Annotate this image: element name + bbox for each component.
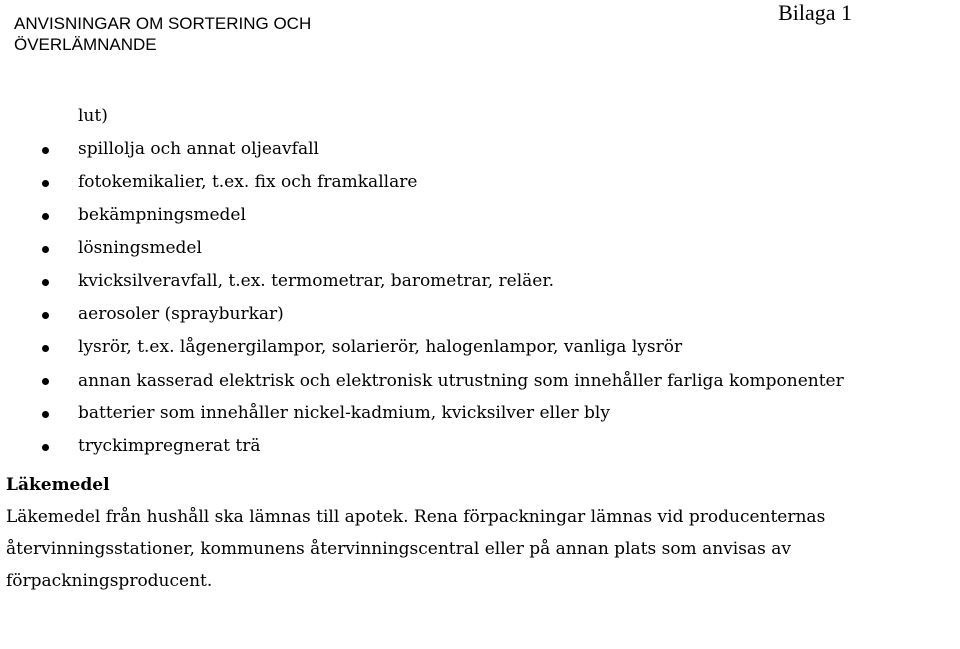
bullet-icon — [42, 147, 49, 154]
bullet-icon — [42, 180, 49, 187]
list-item — [6, 265, 956, 298]
list-item-text: lösningsmedel — [78, 238, 202, 258]
list-item — [6, 364, 956, 397]
list-item-text: tryckimpregnerat trä — [78, 436, 261, 456]
list-item — [6, 232, 956, 265]
hazardous-waste-list — [6, 133, 956, 463]
list-item — [6, 133, 956, 166]
list-item-text: bekämpningsmedel — [78, 205, 246, 225]
list-item — [6, 199, 956, 232]
bullet-icon — [42, 345, 49, 352]
list-item-text: lysrör, t.ex. lågenergilampor, solarierör, halogenlampor, vanliga lysrör — [78, 337, 683, 357]
list-item — [6, 331, 956, 364]
bullet-icon — [42, 444, 49, 451]
section-paragraph: Läkemedel från hushåll ska lämnas till apotek. Rena förpackningar lämnas vid producenternas återvinningsstationer, kommunens återvinningscentral eller på annan plats som anvisas av förpackningsproducent. — [6, 507, 826, 591]
bullet-icon — [42, 279, 49, 286]
list-item-text: spillolja och annat oljeavfall — [78, 139, 319, 159]
bullet-icon — [42, 411, 49, 418]
bullet-icon — [42, 246, 49, 253]
header-title: ANVISNINGAR OM SORTERING OCH ÖVERLÄMNANDE — [14, 14, 312, 54]
document-body — [6, 100, 956, 597]
appendix-label: Bilaga 1 — [778, 0, 852, 25]
bullet-icon — [42, 312, 49, 319]
list-item-text: annan kasserad elektrisk och elektronisk utrustning som innehåller farliga komponenter — [78, 371, 844, 391]
list-continuation-text: lut) — [78, 106, 108, 126]
bullet-icon — [42, 378, 49, 385]
list-item — [6, 397, 956, 430]
list-item — [6, 166, 956, 199]
list-item-text: fotokemikalier, t.ex. fix och framkallare — [78, 172, 418, 192]
list-item-text: aerosoler (sprayburkar) — [78, 304, 284, 324]
list-item-text: kvicksilveravfall, t.ex. termometrar, barometrar, reläer. — [78, 271, 555, 291]
list-item-text: batterier som innehåller nickel-kadmium, kvicksilver eller bly — [78, 403, 610, 423]
list-item — [6, 430, 956, 463]
list-item — [6, 298, 956, 331]
section-heading: Läkemedel — [6, 475, 110, 495]
bullet-icon — [42, 213, 49, 220]
